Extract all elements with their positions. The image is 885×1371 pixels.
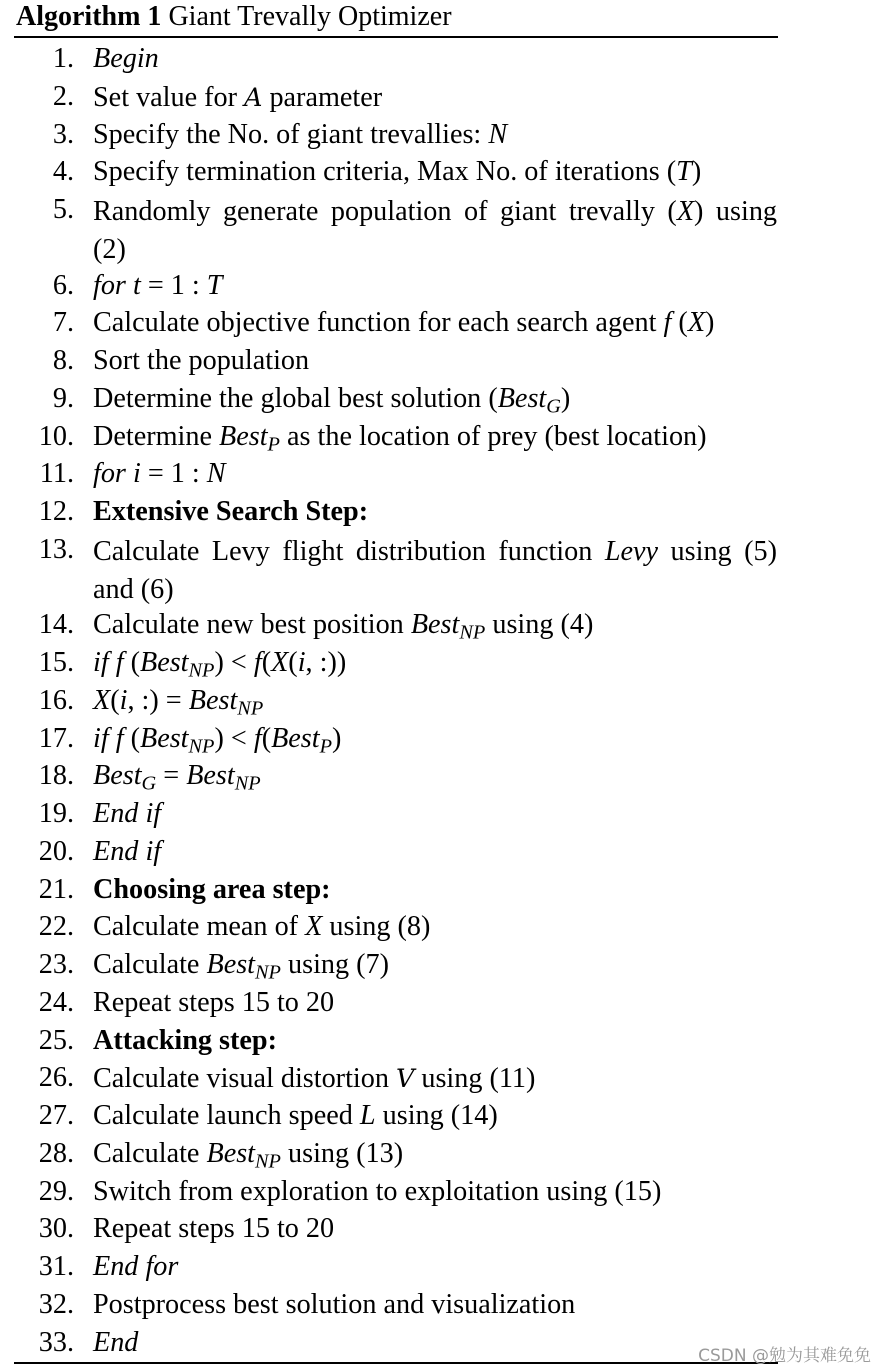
step-text-segment: using (11) [414, 1063, 536, 1095]
step-number: 3. [52, 118, 74, 150]
step-text [93, 1099, 777, 1133]
step-text-segment: X [687, 307, 706, 339]
step-text-segment: f [663, 307, 672, 339]
step-number: 20. [38, 835, 74, 867]
step-text-segment: G [546, 395, 561, 418]
step-number: 28. [38, 1137, 74, 1169]
step-text-segment: ( [123, 647, 140, 678]
step-text [93, 948, 777, 982]
step-text-segment: = [156, 760, 187, 792]
step-number: 8. [52, 345, 74, 376]
step-text-segment: Best [206, 949, 256, 980]
step-text [93, 986, 777, 1020]
step-text-segment: NP [237, 697, 264, 720]
step-text-segment: Best [206, 1137, 256, 1169]
step-text [93, 193, 777, 269]
step-text [93, 646, 777, 680]
step-number: 16. [38, 684, 74, 716]
step-text-segment: Best [219, 420, 268, 452]
step-number: 9. [52, 382, 74, 414]
step-text [93, 1326, 777, 1360]
step-text [93, 118, 777, 152]
step-text [93, 457, 777, 491]
step-text-segment: ( [671, 307, 688, 339]
step-number: 24. [38, 986, 74, 1018]
step-text-segment: Set value for [93, 81, 245, 113]
step-text-segment: Calculate [93, 949, 207, 980]
step-text-segment: X [271, 647, 289, 678]
step-text [93, 382, 777, 416]
step-number: 15. [38, 647, 74, 678]
step-text [93, 684, 777, 718]
step-number: 17. [38, 722, 74, 754]
algorithm-caption [14, 0, 780, 36]
step-text [93, 42, 777, 76]
step-text [93, 155, 777, 189]
step-text [93, 873, 777, 907]
step-text [93, 910, 777, 944]
step-text-segment: Calculate new best position [93, 609, 411, 641]
step-text [93, 306, 777, 340]
watermark: CSDN @勉为其难免免 [698, 1346, 871, 1366]
step-text [93, 608, 777, 642]
step-text-segment: G [141, 772, 157, 795]
step-text-segment: Specify the No. of giant trevallies: [93, 118, 489, 150]
step-text-segment: , :) = [127, 684, 189, 716]
step-text-segment: X [676, 196, 695, 227]
step-text-segment: Switch from exploration to exploitation using (15) [93, 1175, 662, 1207]
step-number: 1. [52, 43, 74, 74]
step-text-segment: Determine [93, 420, 220, 452]
step-text-segment: Best [497, 382, 547, 414]
step-text-segment: ( [110, 684, 120, 716]
step-text-segment: Levy [604, 535, 659, 567]
step-text-segment: NP [188, 659, 215, 682]
step-text-segment: NP [234, 772, 261, 795]
step-text-segment: NP [255, 961, 281, 984]
step-text-segment: ) < [214, 647, 254, 678]
step-text [93, 797, 777, 831]
step-text-segment: as the location of prey (best location) [279, 420, 707, 452]
step-text-segment: i [297, 647, 306, 678]
step-text-segment: for i [93, 458, 141, 490]
step-text-segment: Calculate visual distortion [93, 1063, 396, 1095]
step-number: 26. [38, 1062, 74, 1094]
step-text-segment: Attacking step: [93, 1024, 277, 1056]
step-text-segment: ) [560, 382, 571, 414]
step-text [93, 269, 777, 303]
step-text [93, 533, 777, 609]
step-text-segment: ) [332, 722, 342, 754]
step-text-segment: L [359, 1100, 376, 1131]
step-number: 31. [38, 1251, 74, 1282]
step-text-segment: using (8) [322, 911, 431, 943]
step-text [93, 1212, 777, 1246]
step-text-segment: ) [705, 307, 715, 339]
step-text-segment: Specify termination criteria, Max No. of iterations ( [93, 156, 677, 188]
step-text-segment: for t [93, 269, 141, 301]
step-text-segment: P [267, 433, 280, 456]
step-text-segment: X [93, 684, 111, 716]
step-number: 11. [39, 458, 74, 490]
step-text-segment: NP [459, 621, 486, 644]
step-text-segment: X [305, 911, 323, 943]
step-text [93, 1137, 777, 1171]
step-text-segment: Choosing area step: [93, 873, 331, 905]
step-text-segment: Begin [93, 43, 159, 74]
step-text-segment: Sort the population [93, 345, 310, 376]
step-number: 23. [38, 949, 74, 980]
step-text [93, 1250, 777, 1284]
step-number: 10. [38, 420, 74, 452]
step-number: 5. [52, 194, 74, 225]
step-text-segment: Best [271, 722, 320, 754]
step-text-segment: Best [186, 760, 235, 792]
step-number: 18. [38, 760, 74, 792]
step-text-segment: using (4) [485, 609, 594, 641]
step-text-segment: A [244, 81, 263, 112]
step-text-segment: if f [93, 722, 124, 754]
step-text-segment: using (13) [280, 1137, 404, 1169]
step-text [93, 420, 777, 454]
step-text-segment: Determine the global best solution ( [93, 382, 498, 414]
step-text-segment: Calculate [93, 1137, 207, 1169]
step-text [93, 344, 777, 378]
step-number: 4. [52, 156, 74, 188]
step-number: 21. [38, 873, 74, 905]
step-text-segment: = 1 : [140, 458, 207, 490]
step-text-segment: Best [410, 609, 460, 641]
step-text [93, 1024, 777, 1058]
step-number: 33. [38, 1326, 74, 1358]
bottom-rule [14, 1362, 778, 1364]
step-text-segment: End if [93, 798, 162, 829]
step-text-segment: ) [691, 156, 702, 188]
step-number: 19. [38, 798, 74, 829]
step-text-segment: NP [188, 735, 215, 758]
step-text-segment: using (5) and (6) [93, 535, 777, 605]
step-text-segment: ( [261, 722, 272, 754]
step-text-segment: parameter [262, 81, 383, 113]
step-text-segment: T [206, 269, 223, 301]
algorithm-label: Algorithm 1 [16, 1, 162, 32]
step-text-segment: Calculate launch speed [93, 1100, 360, 1131]
step-text-segment: ( [123, 722, 140, 754]
step-text-segment: End [93, 1326, 139, 1358]
step-number: 6. [52, 269, 74, 301]
step-text [93, 1288, 777, 1322]
step-number: 27. [38, 1100, 74, 1131]
step-text-segment: Best [139, 647, 189, 678]
step-text-segment: Repeat steps 15 to 20 [93, 986, 335, 1018]
step-text [93, 1175, 777, 1209]
step-text-segment: Postprocess best solution and visualization [93, 1288, 576, 1320]
algorithm-block [14, 0, 780, 1358]
step-number: 7. [52, 307, 74, 339]
step-text-segment: ) < [214, 722, 254, 754]
step-number: 29. [38, 1175, 74, 1207]
top-rule [14, 36, 778, 38]
step-text [93, 1061, 777, 1096]
step-text-segment: Best [188, 684, 238, 716]
step-text-segment: i [119, 684, 128, 716]
step-text-segment: f [253, 647, 262, 678]
step-number: 22. [38, 911, 74, 943]
step-text-segment: V [395, 1063, 415, 1094]
step-text-segment: N [488, 118, 508, 150]
algorithm-title: Giant Trevally Optimizer [168, 1, 452, 32]
step-number: 14. [38, 609, 74, 641]
step-text-segment: Calculate objective function for each search agent [93, 307, 664, 339]
step-number: 12. [38, 496, 74, 527]
step-text-segment: using (7) [280, 949, 389, 980]
step-text [93, 722, 777, 756]
step-text [93, 80, 777, 115]
step-text-segment: , :)) [305, 647, 347, 678]
step-text-segment: ( [261, 647, 272, 678]
step-text-segment: N [206, 458, 226, 490]
step-text-segment: P [319, 735, 333, 758]
step-text-segment: End if [93, 835, 162, 867]
step-text-segment: NP [255, 1150, 281, 1173]
step-text-segment: ( [288, 647, 298, 678]
step-text-segment: using (14) [375, 1100, 498, 1131]
step-text-segment: Calculate mean of [93, 911, 306, 943]
step-text-segment: Calculate Levy flight distribution function [93, 535, 605, 567]
step-text-segment: End for [93, 1251, 179, 1282]
step-text [93, 835, 777, 869]
step-text-segment: Best [139, 722, 189, 754]
step-text-segment: = 1 : [140, 269, 207, 301]
step-text [93, 759, 777, 793]
step-text-segment: Extensive Search Step: [93, 496, 369, 527]
step-number: 25. [38, 1024, 74, 1056]
step-text [93, 495, 777, 529]
step-text-segment: T [676, 156, 692, 188]
step-number: 30. [38, 1213, 74, 1245]
step-text-segment: if f [93, 647, 124, 678]
step-text-segment: ) using (2) [93, 196, 778, 265]
step-text-segment: Randomly generate population of giant trevally ( [93, 196, 677, 227]
step-number: 13. [38, 533, 74, 565]
step-number: 2. [52, 80, 74, 112]
step-text-segment: f [253, 722, 262, 754]
step-number: 32. [38, 1288, 74, 1320]
step-text-segment: Best [93, 760, 142, 792]
step-text-segment: Repeat steps 15 to 20 [93, 1213, 335, 1245]
